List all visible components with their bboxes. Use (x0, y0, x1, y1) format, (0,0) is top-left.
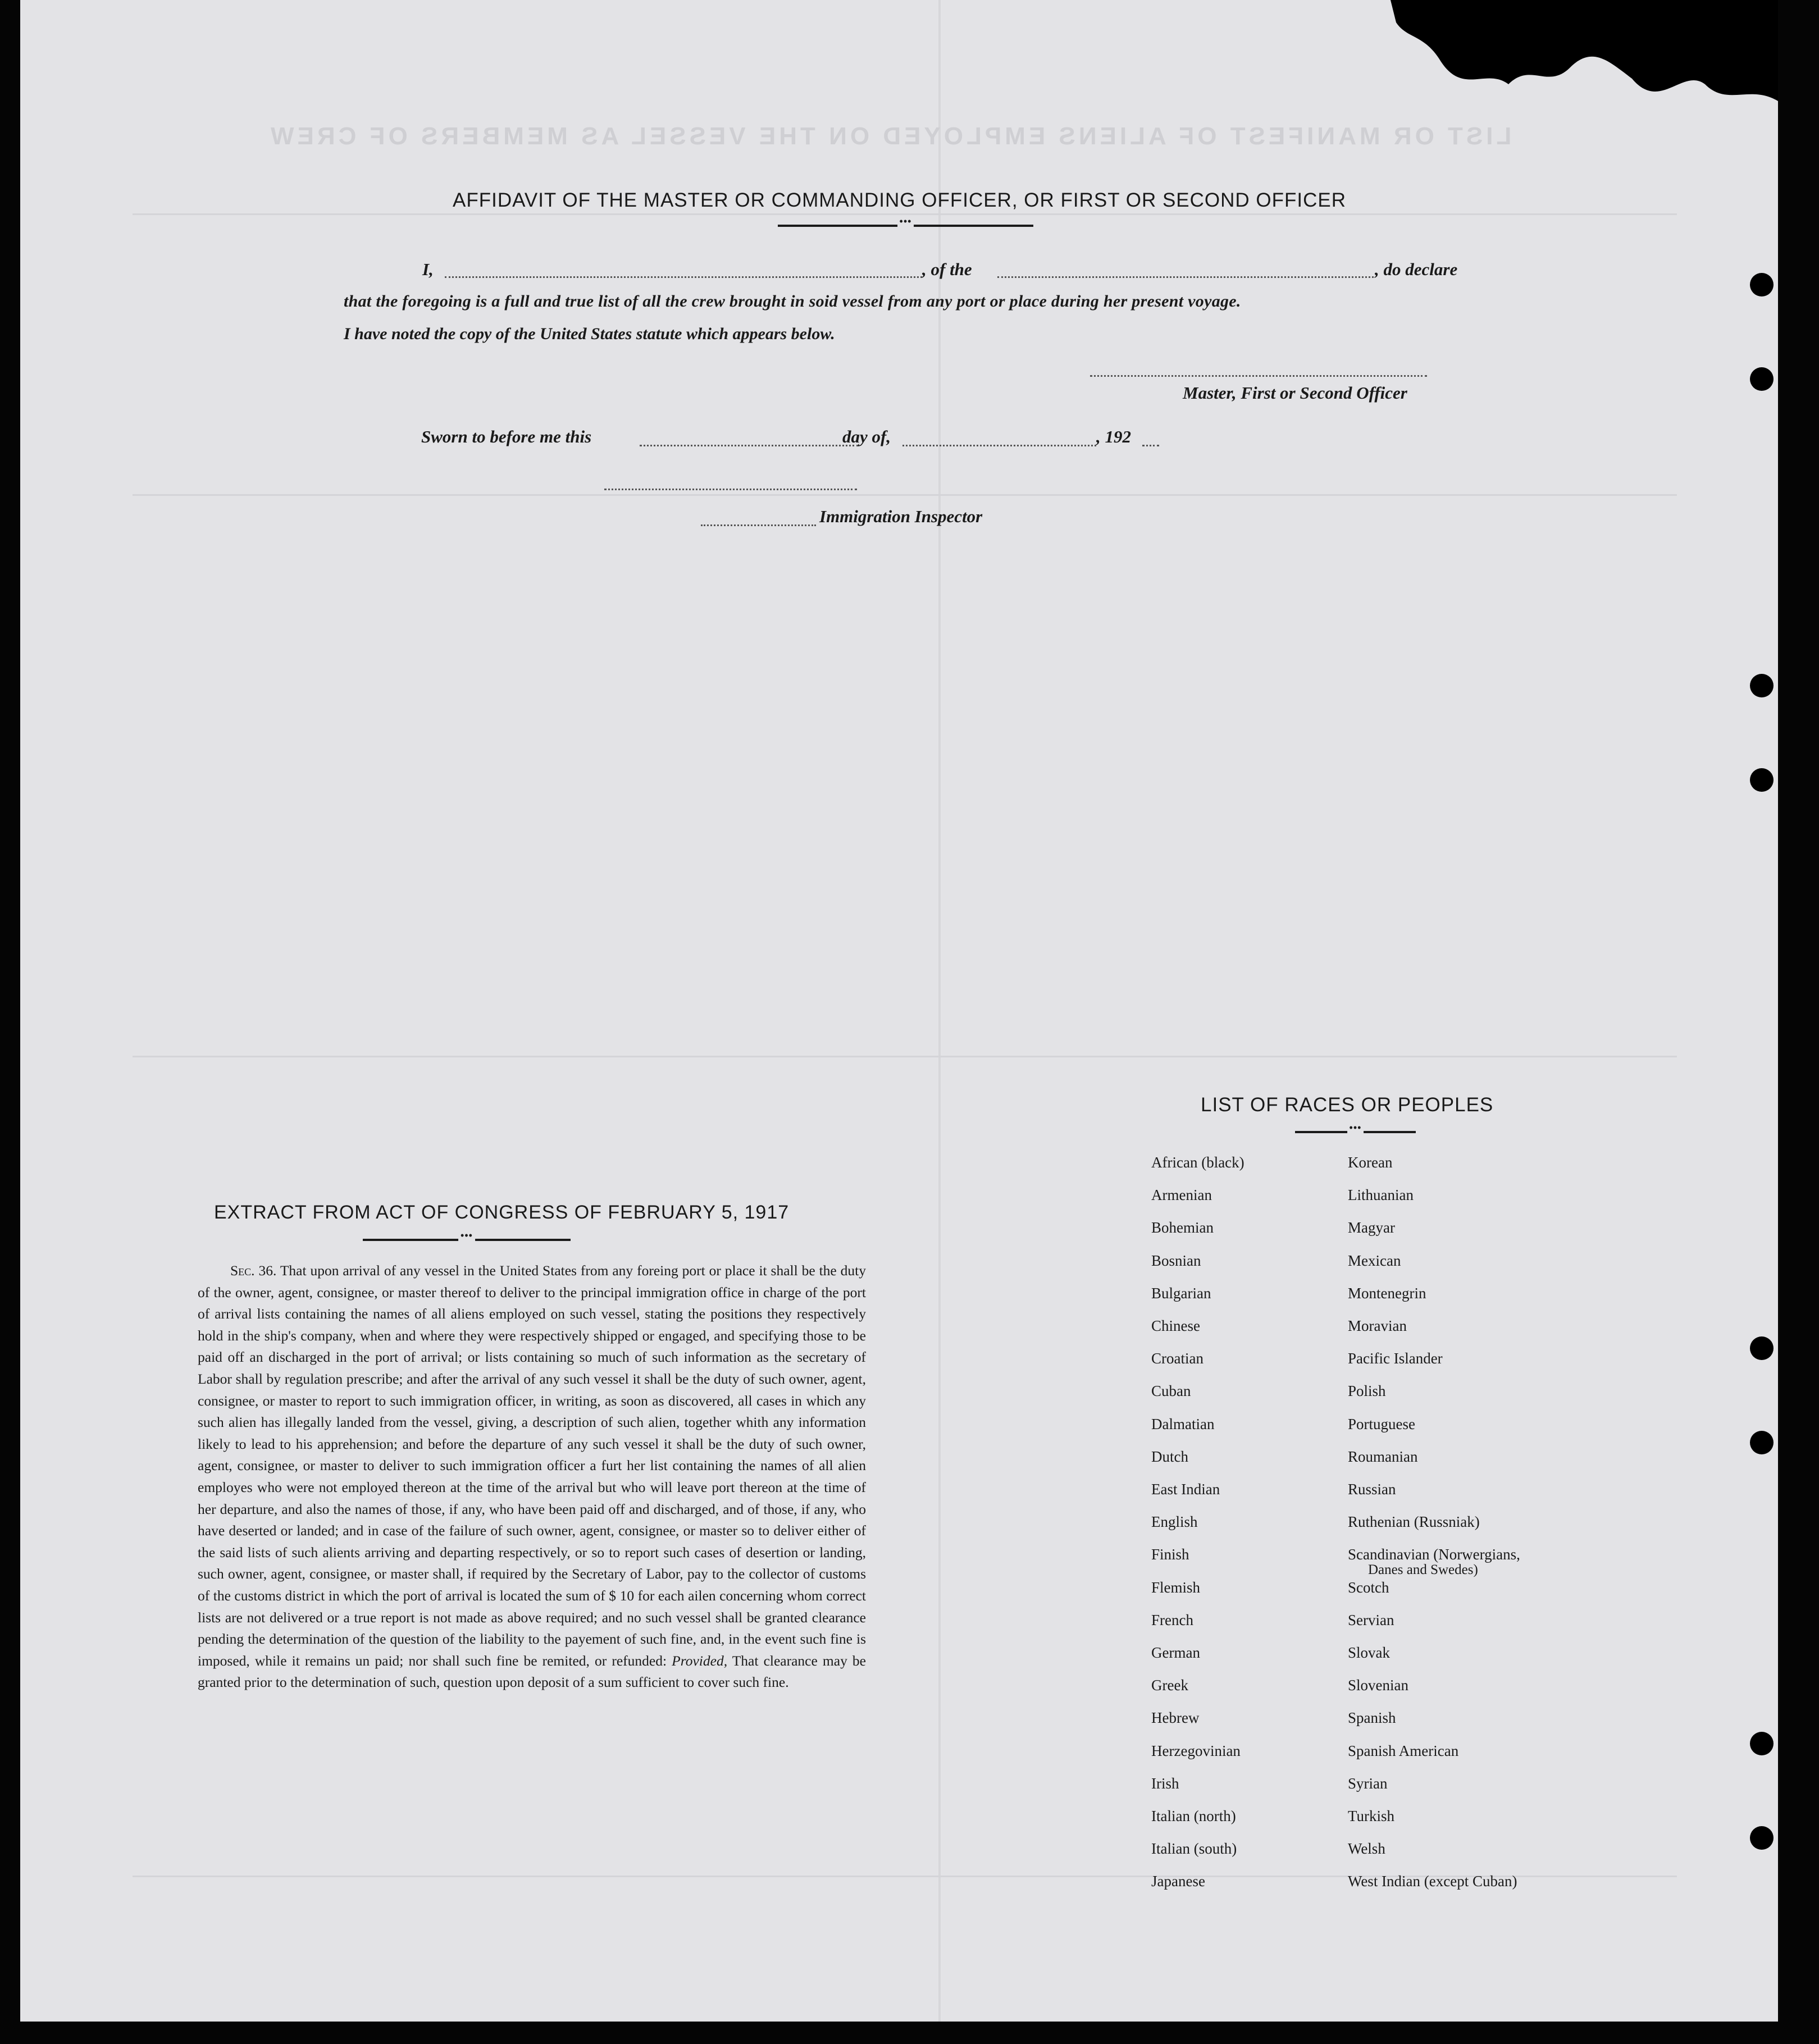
document-page (20, 0, 1778, 2022)
race-item: Herzegovinian (1151, 1742, 1241, 1759)
affidavit-declare-label: , do declare (1375, 259, 1458, 279)
race-item: Scotch (1348, 1578, 1389, 1596)
race-item: Spanish (1348, 1709, 1396, 1727)
race-item: Japanese (1151, 1873, 1205, 1890)
punch-hole (1750, 768, 1774, 792)
inspector-label-leader (701, 524, 816, 526)
punch-hole (1750, 1431, 1774, 1454)
race-item: Bosnian (1151, 1252, 1201, 1269)
race-item: Armenian (1151, 1187, 1212, 1204)
bleed-through-rule (133, 494, 1677, 496)
race-item: Irish (1151, 1774, 1179, 1792)
sworn-year-line[interactable] (1142, 445, 1159, 446)
race-item: Italian (north) (1151, 1808, 1236, 1824)
bleed-through-title: LIST OR MANIFEST OF ALIENS EMPLOYED ON THE VESSEL AS MEMBERS OF CREW (267, 122, 1512, 150)
race-item: Dutch (1151, 1448, 1188, 1465)
officer-signature-line[interactable] (1090, 375, 1427, 377)
race-item: Chinese (1151, 1317, 1200, 1334)
inspector-label: Immigration Inspector (819, 507, 983, 526)
punch-hole (1750, 367, 1774, 391)
race-item: Italian (south) (1151, 1840, 1237, 1858)
race-item: English (1151, 1513, 1198, 1531)
sworn-day-of-label: day of, (842, 427, 891, 446)
act-title-ornament (363, 1239, 571, 1241)
punch-hole (1750, 674, 1774, 697)
punch-hole (1750, 1826, 1774, 1850)
race-item: Hebrew (1151, 1709, 1200, 1727)
race-item: Bulgarian (1151, 1284, 1211, 1302)
race-item: Montenegrin (1348, 1284, 1426, 1302)
punch-hole (1750, 1732, 1774, 1755)
affidavit-statement: that the foregoing is a full and true list of all the crew brought in soid vessel from any port or place during her present voyage. (344, 292, 1241, 311)
bleed-through-rule (133, 1056, 1677, 1057)
race-item: African (black) (1151, 1154, 1244, 1171)
affidavit-statute-note: I have noted the copy of the United States statute which appears below. (344, 325, 835, 343)
sworn-day-line[interactable] (640, 445, 859, 446)
race-item: French (1151, 1611, 1193, 1628)
torn-corner (1391, 0, 1778, 124)
race-item: Croatian (1151, 1350, 1203, 1367)
act-provided: Provided, (672, 1652, 728, 1669)
sworn-month-line[interactable] (902, 445, 1096, 446)
race-item: Greek (1151, 1677, 1188, 1694)
punch-hole (1750, 1336, 1774, 1360)
race-item: Scandinavian (Norwergians, (1348, 1546, 1520, 1563)
race-item: Welsh (1348, 1840, 1385, 1858)
inspector-signature-line[interactable] (604, 489, 857, 490)
race-item: West Indian (except Cuban) (1348, 1873, 1517, 1890)
race-item: Lithuanian (1348, 1187, 1414, 1204)
race-item: East Indian (1151, 1481, 1220, 1498)
race-item: German (1151, 1644, 1200, 1661)
race-item: Finish (1151, 1546, 1189, 1563)
race-item: Turkish (1348, 1808, 1395, 1824)
race-item: Cuban (1151, 1383, 1191, 1400)
race-item: Slovenian (1348, 1677, 1408, 1694)
act-body-text: That upon arrival of any vessel in the United States from any foreing port or place it shall be the duty of the owner, agent, consignee, or master thereof to deliver to the principal immigration office in charge of the port of arrival lists containing the names of all aliens employed on such vessel, stating the positions they respectively hold in the ship's company, when and where they were respectively shipped or engaged, and specifying those to be paid off an discharged in the port of arrival; or lists containing so much of such information as the secretary of Labor shall by regulation prescribe; and after the arrival of any such vessel it shall be the duty of such owner, agent, consignee, or master to report to such immigration officer, in writing, as soon as discovered, all cases in which any such alien has illegally landed from the vessel, giving, a description of such alien, together whith any information likely to lead to his apprehension; and before the departure of any such vessel it shall be the duty of such owner, agent, consignee, or master to deliver to such immigration officer a furt her list containing the names of all alien employes who were not employed thereon at the time of the arrival but who will leave port thereon at the time of her departure, and also the names of those, if any, who have been paid off and discharged, and of those, if any, who have deserted or landed; and in case of the failure of such owner, agent, consignee, or master so to deliver either of the said lists of such alients arriving and departing respectively, or so to report such cases of desertion or landing, such owner, agent, consignee, or master shall, if required by the Secretary of Labor, pay to the collector of customs of the customs district in which the port of arrival is located the sum of $ 10 for each ailen concerning whom correct lists are not delivered or a true report is not made as above required; and no such vessel shall be granted clearance pending the determination of the question of the liability to the payement of such fine, and, in the event such fine is imposed, while it remains un paid; nor shall such fine be remited, or refunded: (198, 1262, 867, 1669)
affidavit-of-the-label: , of the (922, 259, 972, 279)
race-item: Magyar (1348, 1219, 1395, 1237)
races-title: LIST OF RACES OR PEOPLES (1201, 1094, 1494, 1116)
race-item: Pacific Islander (1348, 1350, 1443, 1367)
vessel-field-line[interactable] (997, 276, 1374, 278)
race-item: Dalmatian (1151, 1415, 1215, 1432)
race-item: Flemish (1151, 1578, 1201, 1596)
act-body-tail: That clearance may be granted prior to the determination of such, question upon deposit of a sum sufficient to cover such fine. (198, 1652, 866, 1691)
act-section-36-text (198, 1260, 866, 1694)
punch-hole (1750, 273, 1774, 296)
title-ornament (778, 225, 1033, 227)
race-item: Polish (1348, 1383, 1386, 1400)
race-item: Mexican (1348, 1252, 1401, 1269)
race-item: Roumanian (1348, 1448, 1418, 1465)
affidavit-i-label: I, (422, 259, 434, 279)
race-item: Korean (1348, 1154, 1393, 1171)
race-item: Servian (1348, 1611, 1394, 1628)
race-item-continuation: Danes and Swedes) (1368, 1562, 1478, 1578)
race-item: Ruthenian (Russniak) (1348, 1513, 1480, 1531)
race-item: Moravian (1348, 1317, 1407, 1334)
races-title-ornament (1295, 1131, 1416, 1133)
race-item: Portuguese (1348, 1415, 1415, 1432)
act-section-number: Sec. 36. (230, 1262, 277, 1279)
race-item: Syrian (1348, 1774, 1388, 1792)
act-title: EXTRACT FROM ACT OF CONGRESS OF FEBRUARY 5, 1917 (214, 1202, 790, 1223)
race-item: Spanish American (1348, 1742, 1459, 1759)
officer-signature-label: Master, First or Second Officer (1183, 383, 1407, 403)
bleed-through-rule (133, 213, 1677, 215)
affidavit-title: AFFIDAVIT OF THE MASTER OR COMMANDING OFFICER, OR FIRST OR SECOND OFFICER (453, 189, 1347, 211)
race-item: Russian (1348, 1481, 1396, 1498)
sworn-prefix: Sworn to before me this (421, 427, 592, 446)
name-field-line[interactable] (445, 276, 922, 278)
race-item: Bohemian (1151, 1219, 1214, 1237)
sworn-year-label: , 192 (1096, 427, 1131, 446)
race-item: Slovak (1348, 1644, 1391, 1661)
